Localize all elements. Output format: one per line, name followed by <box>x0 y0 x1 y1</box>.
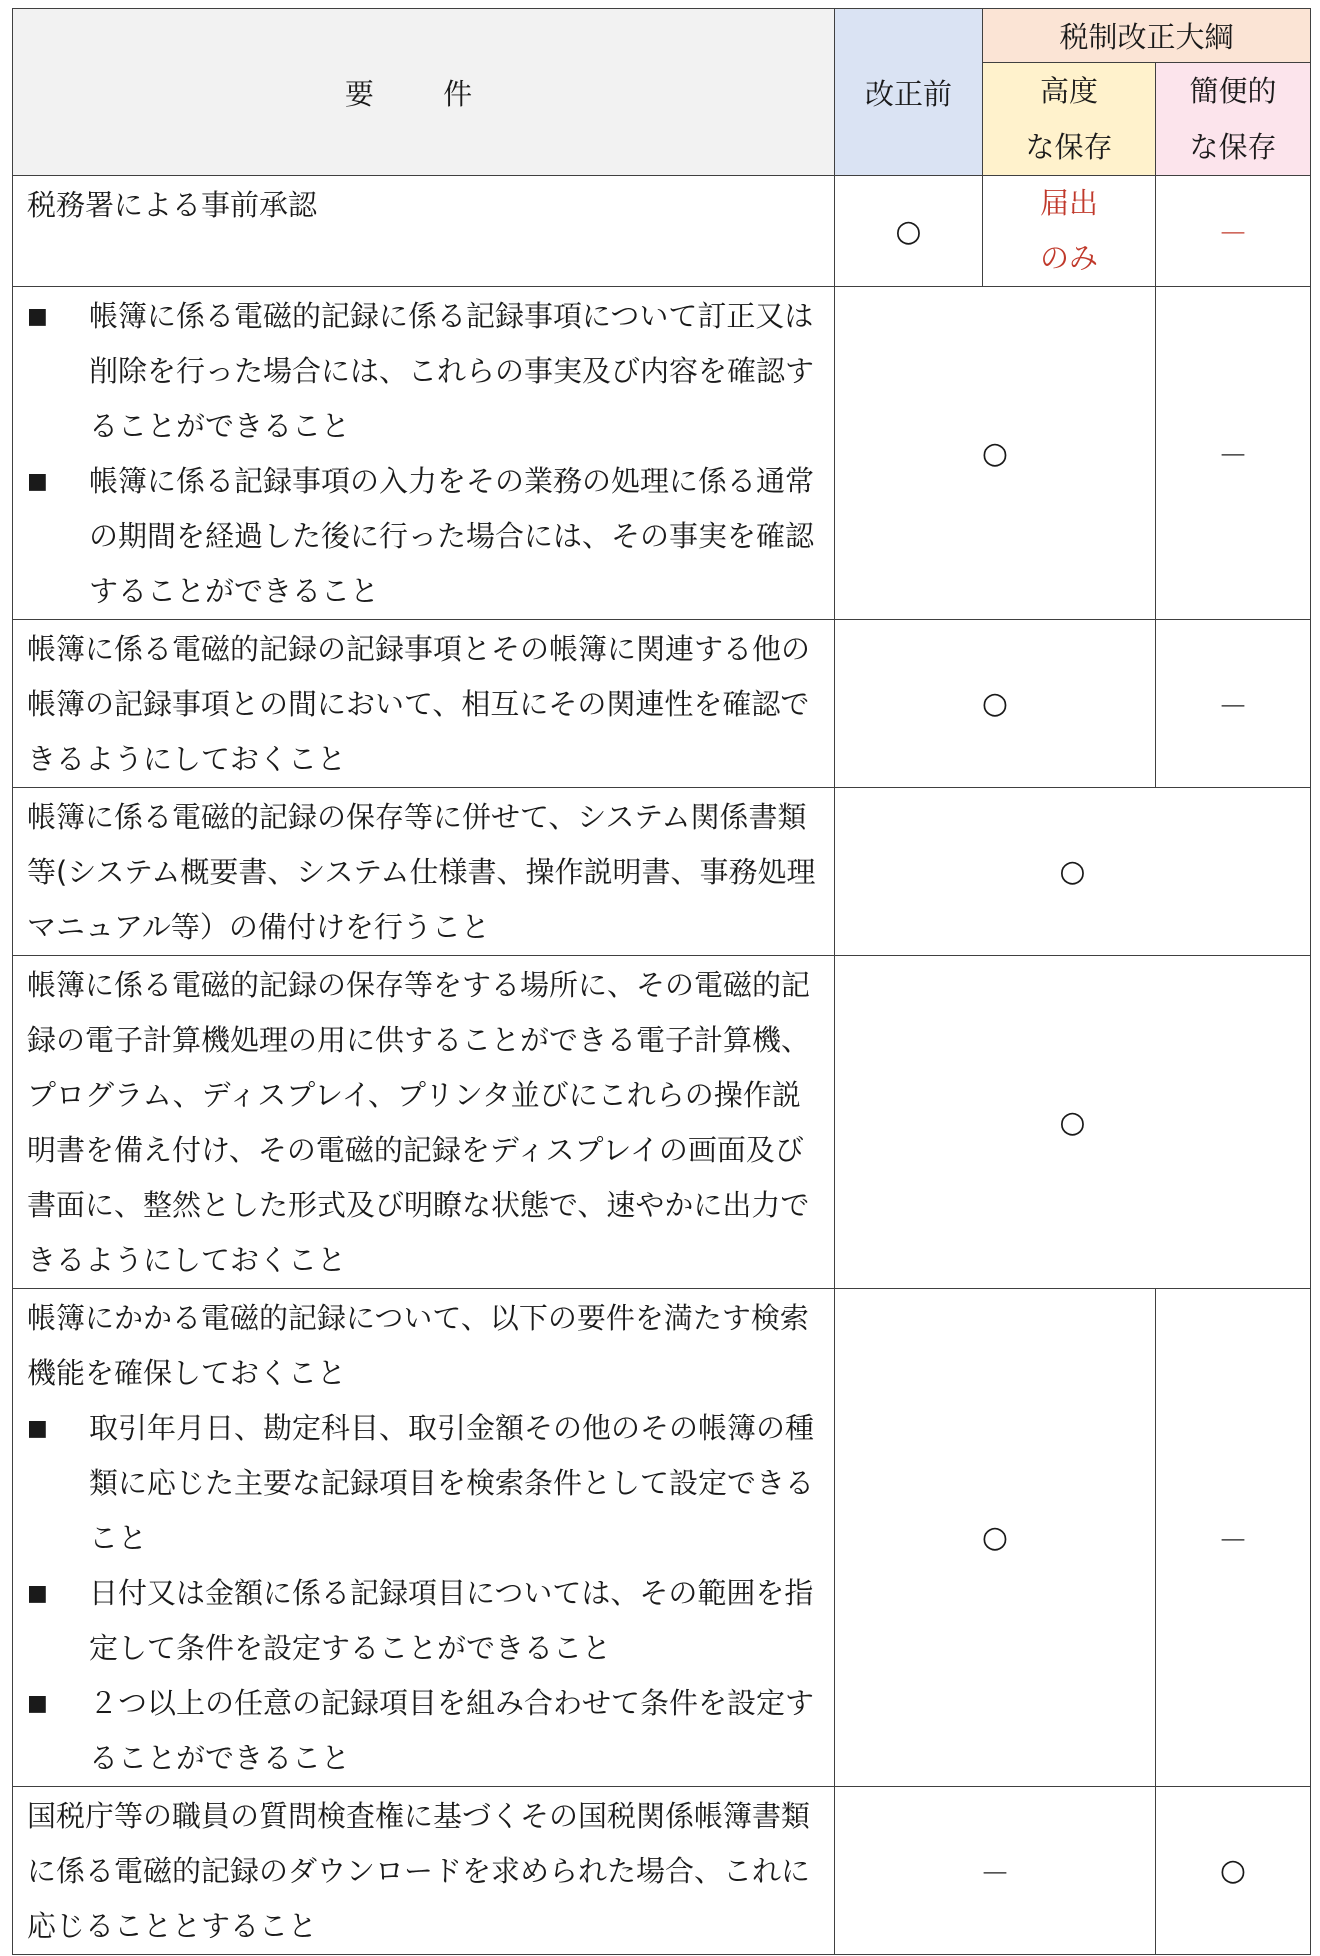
row-before-advanced-mark: ○ <box>835 1289 1156 1787</box>
row-simple-mark: ○ <box>1156 1787 1311 1955</box>
table-row <box>13 287 1311 620</box>
row-before-advanced-mark: ○ <box>835 620 1156 788</box>
row-simple-mark: － <box>1156 1289 1311 1787</box>
row-requirement-text: 帳簿にかかる電磁的記録について、以下の要件を満たす検索機能を確保しておくこと ■ 取引年月日、勘定科目、取引金額その他のその帳簿の種類に応じた主要な記録項目を検索条件として設定できること ■ 日付又は金額に係る記録項目については、その範囲を指定して条件を設定することができること ■ ２つ以上の任意の記録項目を組み合わせて条件を設定することができること <box>13 1289 835 1787</box>
row-requirement-text: 帳簿に係る電磁的記録の保存等をする場所に、その電磁的記録の電子計算機処理の用に供することができる電子計算機、プログラム、ディスプレイ、プリンタ並びにこれらの操作説明書を備え付け、その電磁的記録をディスプレイの画面及び書面に、整然とした形式及び明瞭な状態で、速やかに出力できるようにしておくこと <box>13 956 835 1289</box>
row-advanced-mark: 届出 のみ <box>983 176 1156 287</box>
row-before-advanced-mark: － <box>835 1787 1156 1955</box>
list-item: ■ 帳簿に係る電磁的記録に係る記録事項について訂正又は削除を行った場合には、これらの事実及び内容を確認することができること <box>27 299 815 443</box>
requirements-table <box>12 8 1311 1955</box>
header-requirement: 要 件 <box>13 9 835 176</box>
list-item: ■ ２つ以上の任意の記録項目を組み合わせて条件を設定することができること <box>27 1686 815 1775</box>
header-before-revision: 改正前 <box>835 9 983 176</box>
table-row <box>13 620 1311 788</box>
list-item: ■ 帳簿に係る記録事項の入力をその業務の処理に係る通常の期間を経過した後に行った場合には、その事実を確認することができること <box>27 464 815 608</box>
table-row <box>13 176 1311 287</box>
header-advanced-storage: 高度 な保存 <box>983 63 1156 176</box>
table-row <box>13 956 1311 1289</box>
row-requirement-text <box>13 287 835 620</box>
table-row <box>13 1787 1311 1955</box>
row-simple-mark: － <box>1156 287 1311 620</box>
header-simple-storage: 簡便的 な保存 <box>1156 63 1311 176</box>
row-all-mark: ○ <box>835 788 1311 956</box>
list-item: ■ 取引年月日、勘定科目、取引金額その他のその帳簿の種類に応じた主要な記録項目を検索条件として設定できること <box>27 1411 815 1555</box>
row-requirement-text: 税務署による事前承認 <box>13 176 835 287</box>
row-simple-mark: － <box>1156 176 1311 287</box>
row-before-mark: ○ <box>835 176 983 287</box>
row-requirement-text: 帳簿に係る電磁的記録の記録事項とその帳簿に関連する他の帳簿の記録事項との間において、相互にその関連性を確認できるようにしておくこと <box>13 620 835 788</box>
list-item: ■ 日付又は金額に係る記録項目については、その範囲を指定して条件を設定することができること <box>27 1576 814 1665</box>
header-tax-reform-outline: 税制改正大綱 <box>983 9 1311 63</box>
table-row <box>13 788 1311 956</box>
row-requirement-text: 帳簿に係る電磁的記録の保存等に併せて、システム関係書類等(システム概要書、システム仕様書、操作説明書、事務処理マニュアル等）の備付けを行うこと <box>13 788 835 956</box>
row-before-advanced-mark: ○ <box>835 287 1156 620</box>
row-simple-mark: － <box>1156 620 1311 788</box>
row-requirement-text: 国税庁等の職員の質問検査権に基づくその国税関係帳簿書類に係る電磁的記録のダウンロードを求められた場合、これに応じることとすること <box>13 1787 835 1955</box>
table-row <box>13 1289 1311 1787</box>
row-all-mark: ○ <box>835 956 1311 1289</box>
